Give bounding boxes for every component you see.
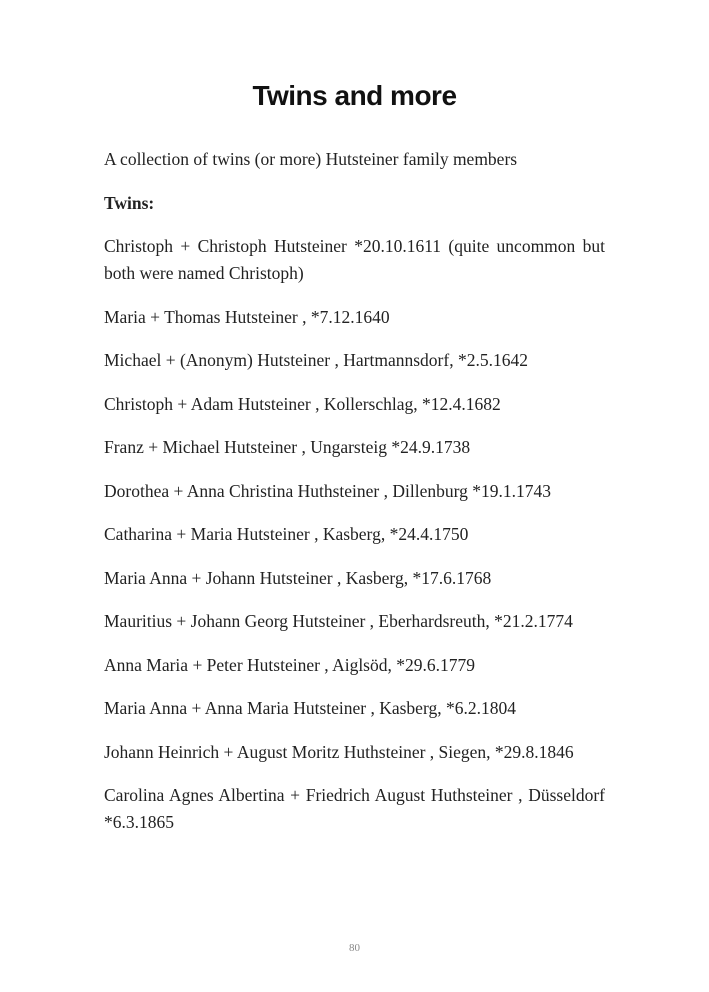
twin-entry: Michael + (Anonym) Hutsteiner , Hartmannsdorf, *2.5.1642 [104,350,528,370]
twin-entry: Maria Anna + Anna Maria Hutsteiner , Kasberg, *6.2.1804 [104,698,516,718]
twin-entry: Maria Anna + Johann Hutsteiner , Kasberg, *17.6.1768 [104,567,492,588]
twin-entry: Johann Heinrich + August Moritz Huthsteiner , Siegen, *29.8.1846 [104,741,574,762]
twin-entry: Mauritius + Johann Georg Hutsteiner , Eberhardsreuth, *21.2.1774 [104,611,573,631]
twin-entry: Christoph + Adam Hutsteiner , Kollerschlag, *12.4.1682 [104,393,501,414]
intro-paragraph: A collection of twins (or more) Hutsteiner family members [104,149,518,169]
twin-entry: Carolina Agnes Albertina + Friedrich August Huthsteiner , Düsseldorf *6.3.1865 [104,785,605,832]
document-body [104,146,605,853]
section-heading: Twins: [104,192,155,213]
twin-entry: Catharina + Maria Hutsteiner , Kasberg, *24.4.1750 [104,524,469,544]
twin-entry: Anna Maria + Peter Hutsteiner , Aiglsöd, *29.6.1779 [104,654,475,675]
twin-entry: Maria + Thomas Hutsteiner , *7.12.1640 [104,306,390,327]
page-title: Twins and more [252,80,457,111]
twin-entry: Dorothea + Anna Christina Huthsteiner , Dillenburg *19.1.1743 [104,480,551,501]
twin-entry: Franz + Michael Hutsteiner , Ungarsteig *24.9.1738 [104,437,471,457]
twin-entry: Christoph + Christoph Hutsteiner *20.10.1611 (quite uncommon but both were named Christoph) [104,236,605,283]
page-number: 80 [349,942,360,954]
